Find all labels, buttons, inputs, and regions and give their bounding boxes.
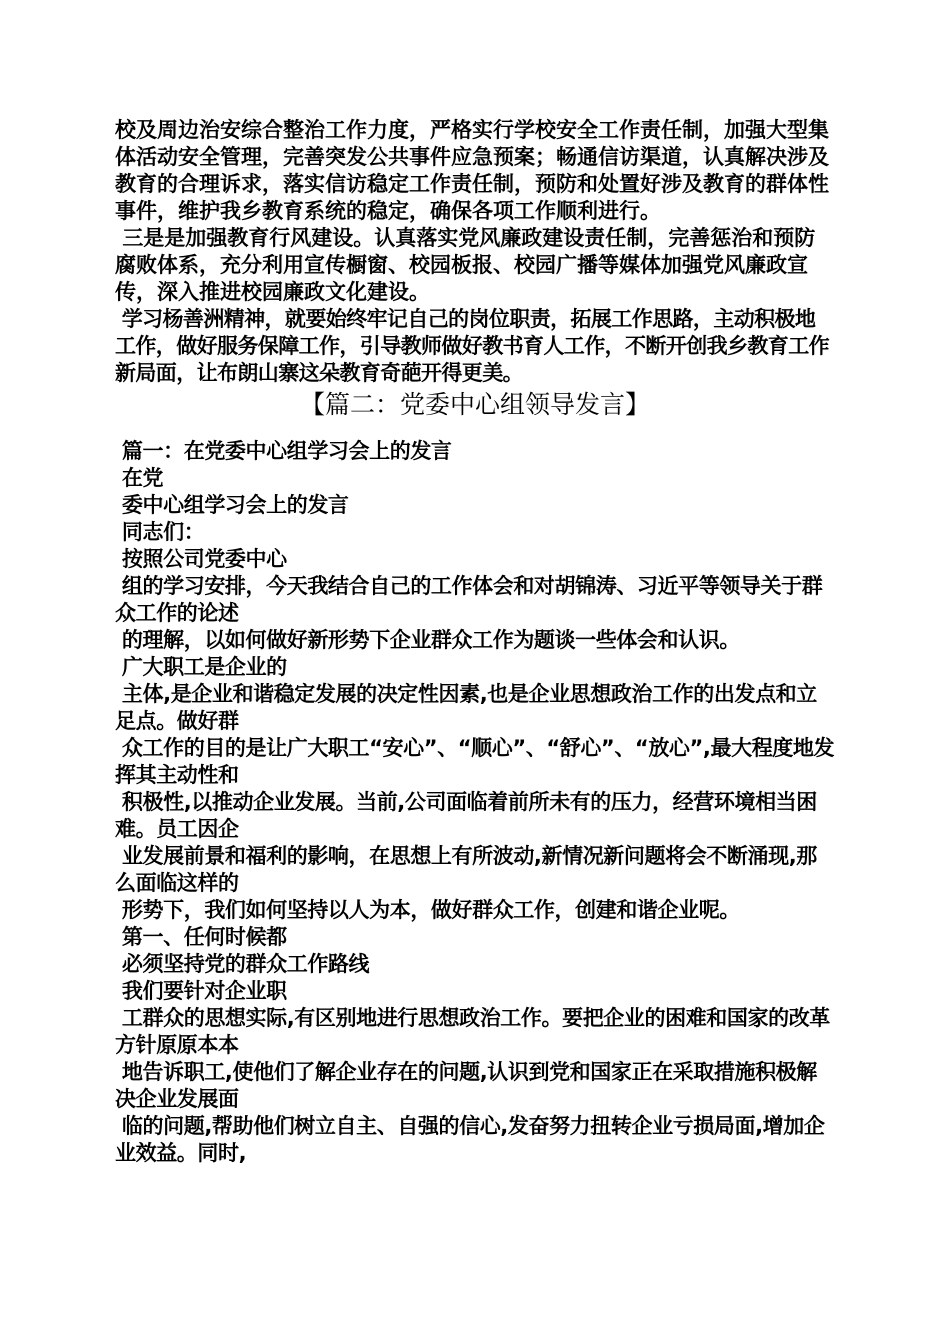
body-line: 广大职工是企业的 [115,655,287,679]
section-heading: 【篇二：党委中心组领导发言】 [299,390,650,419]
body-line: 同志们： [115,520,205,544]
section-body [115,438,835,1167]
body-line: 积极性,以推动企业发展。当前,公司面临着前所未有的压力，经营环境相当困难。员工因企 [115,790,817,841]
body-line: 地告诉职工,使他们了解企业存在的问题,认识到党和国家正在采取措施积极解决企业发展面 [115,1060,817,1111]
body-line: 我们要针对企业职 [115,979,287,1003]
body-line: 在党 [115,466,164,490]
body-line: 工群众的思想实际,有区别地进行思想政治工作。要把企业的困难和国家的改革方针原原本本 [115,1006,830,1057]
body-line: 篇一：在党委中心组学习会上的发言 [115,439,452,463]
body-line: 业发展前景和福利的影响，在思想上有所波动,新情况新问题将会不断涌现,那么面临这样的 [115,844,817,895]
body-line: 的理解，以如何做好新形势下企业群众工作为题谈一些体会和认识。 [115,628,740,652]
body-line: 必须坚持党的群众工作路线 [115,952,370,976]
body-paragraph: 学习杨善洲精神，就要始终牢记自己的岗位职责，拓展工作思路，主动积极地工作，做好服务保障工作，引导教师做好教书育人工作，不断开创我乡教育工作新局面，让布朗山寨这朵教育奇葩开得更美。 [115,307,829,385]
body-line: 临的问题,帮助他们树立自主、自强的信心,发奋努力扭转企业亏损局面,增加企业效益。同时, [115,1114,825,1165]
body-line: 按照公司党委中心 [115,547,287,571]
body-line: 第一、任何时候都 [115,925,287,949]
body-line: 组的学习安排，今天我结合自己的工作体会和对胡锦涛、习近平等领导关于群众工作的论述 [115,574,823,625]
body-line: 委中心组学习会上的发言 [115,493,349,517]
body-line: 形势下，我们如何坚持以人为本，做好群众工作，创建和谐企业呢。 [115,898,740,922]
document-page [115,117,835,1167]
body-paragraph: 校及周边治安综合整治工作力度，严格实行学校安全工作责任制，加强大型集体活动安全管理，完善突发公共事件应急预案；畅通信访渠道，认真解决涉及教育的合理诉求，落实信访稳定工作责任制，预防和处置好涉及教育的群体性事件，维护我乡教育系统的稳定，确保各项工作顺利进行。 [115,118,829,223]
body-paragraph: 三是是加强教育行风建设。认真落实党风廉政建设责任制，完善惩治和预防腐败体系，充分利用宣传橱窗、校园板报、校园广播等媒体加强党风廉政宣传，深入推进校园廉政文化建设。 [115,226,816,304]
body-line: 众工作的目的是让广大职工“安心”、“顺心”、“舒心”、“放心”,最大程度地发挥其主动性和 [115,736,835,787]
body-line: 主体,是企业和谐稳定发展的决定性因素,也是企业思想政治工作的出发点和立足点。做好群 [115,682,817,733]
